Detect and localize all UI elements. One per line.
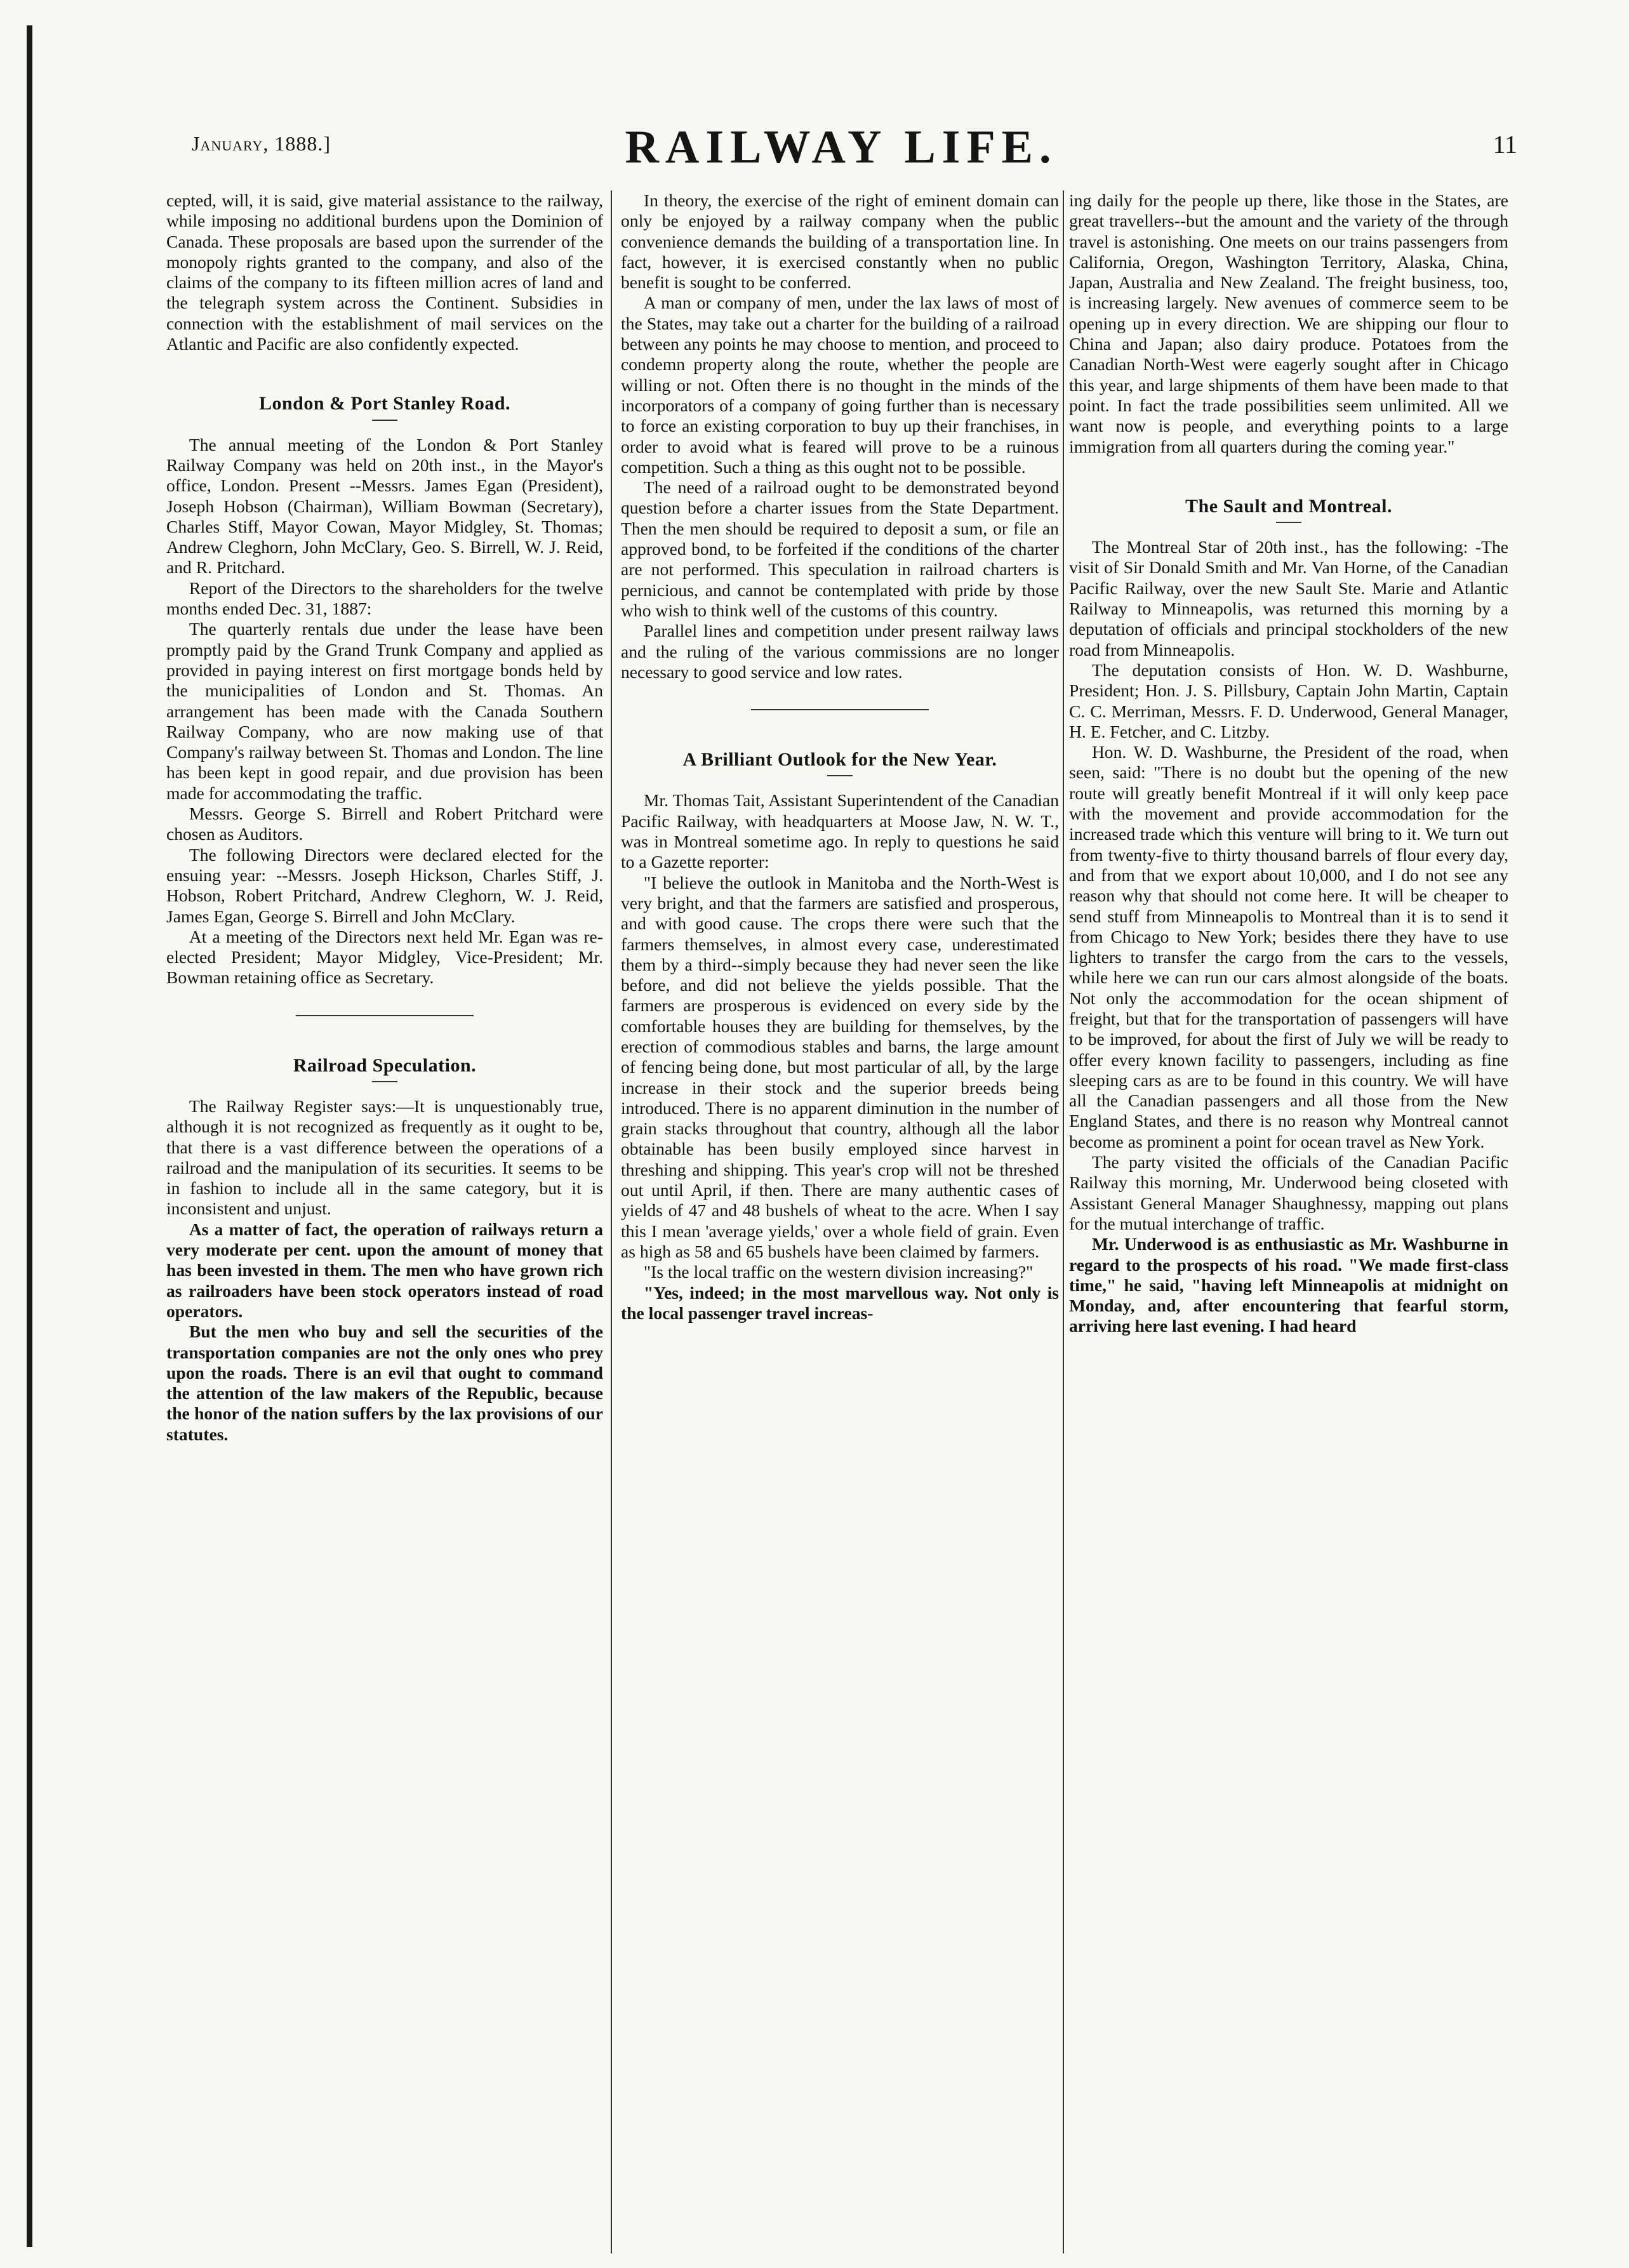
paragraph: Mr. Thomas Tait, Assistant Superintendent of the Canadian Pacific Railway, with headquarters at Moose Jaw, N. W. T., was in Montreal sometime ago. In reply to questions he said to a Gazette reporter: <box>621 790 1059 872</box>
page-number: 11 <box>1493 130 1517 159</box>
paragraph: The party visited the officials of the Canadian Pacific Railway this morning, Mr. Underwood being closeted with Assistant General Manager Shaughnessy, mapping out plans for the mutual interchange of traffic. <box>1069 1152 1508 1233</box>
paragraph: Parallel lines and competition under present railway laws and the ruling of the various commissions are no longer necessary to good service and low rates. <box>621 621 1059 682</box>
paragraph: Mr. Underwood is as enthusiastic as Mr. Washburne in regard to the prospects of his road. "We made first-class time," he said, "having left Minneapolis at midnight on Monday, and, after encountering that fearful storm, arriving here last evening. I had heard <box>1069 1234 1508 1336</box>
column-rule <box>611 190 612 2253</box>
heading-dash <box>827 775 853 776</box>
masthead-title: RAILWAY LIFE. <box>625 121 1058 173</box>
paragraph: As a matter of fact, the operation of railways return a very moderate per cent. upon the amount of money that has been invested in them. The men who have grown rich as railroaders have been stock operators instead of road operators. <box>166 1219 603 1321</box>
paragraph: The quarterly rentals due under the lease have been promptly paid by the Grand Trunk Company and applied as provided in paying interest on first mortgage bonds held by the municipalities of London and St. Thomas. An arrangement has been made with the Canada Southern Railway Company, who are now making use of that Company's railway between St. Thomas and London. The line has been kept in good repair, and due provision has been made for accommodating the traffic. <box>166 619 603 803</box>
heading-dash <box>372 1081 397 1082</box>
article-heading: A Brilliant Outlook for the New Year. <box>682 749 997 771</box>
paragraph: "Yes, indeed; in the most marvellous way. Not only is the local passenger travel increas- <box>621 1282 1059 1323</box>
heading-dash <box>1276 522 1301 523</box>
paragraph: Messrs. George S. Birrell and Robert Pritchard were chosen as Auditors. <box>166 804 603 844</box>
paragraph: The Railway Register says:—It is unquestionably true, although it is not recognized as frequently as it ought to be, that there is a vast difference between the operations of a railroad and the manipulation of its securities. It seems to be in fashion to include all in the same category, but it is inconsistent and unjust. <box>166 1096 603 1219</box>
paragraph: The need of a railroad ought to be demonstrated beyond question before a charter issues from the State Department. Then the men should be required to deposit a sum, or file an approved bond, to be forfeited if the conditions of the charter are not performed. This speculation in railroad charters is pernicious, and cannot be contemplated with pride by those who wish to think well of the customs of this country. <box>621 477 1059 620</box>
paragraph: The deputation consists of Hon. W. D. Washburne, President; Hon. J. S. Pillsbury, Captain John Martin, Captain C. C. Merriman, Messrs. F. D. Underwood, General Manager, H. E. Fetcher, and C. Litzby. <box>1069 660 1508 741</box>
heading-dash <box>372 420 397 421</box>
issue-date: January, 1888.] <box>192 132 331 155</box>
paragraph: "Is the local traffic on the western division increasing?" <box>643 1262 1034 1282</box>
column-1 <box>166 190 603 2260</box>
paragraph: "I believe the outlook in Manitoba and the North-West is very bright, and that the farmers are satisfied and prosperous, and with good cause. The crops there were such that the farmers themselves, in almost every case, underestimated them by a third--simply because they had never seen the like before, and did not believe the yields possible. That the farmers are prosperous is evidenced on every side by the comfortable houses they are building for themselves, by the erection of commodious stables and barns, the large amount of fencing being done, but most particular of all, by the large increase in their stock and the superior breeds being introduced. There is no apparent diminution in the number of grain stacks throughout that country, although all the labor obtainable has been busily employed since harvest in threshing and shipping. This year's crop will not be threshed out until April, if then. There are many authentic cases of yields of 47 and 48 bushels of wheat to the acre. When I say this I mean 'average yields,' over a whole field of grain. Even as high as 58 and 65 bushels have been claimed by farmers. <box>621 872 1059 1261</box>
column-rule <box>1063 190 1064 2253</box>
column-3 <box>1069 190 1508 2260</box>
paragraph: The annual meeting of the London & Port Stanley Railway Company was held on 20th inst., in the Mayor's office, London. Present --Messrs. James Egan (President), Joseph Hobson (Chairman), William Bowman (Secretary), Charles Stiff, Mayor Cowan, Mayor Midgley, St. Thomas; Andrew Cleghorn, John McClary, Geo. S. Birrell, W. J. Reid, and R. Pritchard. <box>166 434 603 578</box>
page-header <box>159 121 1524 178</box>
section-separator <box>296 1015 474 1016</box>
page-edge-rule <box>27 25 32 2247</box>
paragraph: The following Directors were declared elected for the ensuing year: --Messrs. Joseph Hickson, Charles Stiff, J. Hobson, Robert Pritchard, Andrew Cleghorn, W. J. Reid, James Egan, George S. Birrell and John McClary. <box>166 844 603 926</box>
paragraph: But the men who buy and sell the securities of the transportation companies are not the only ones who prey upon the roads. There is an evil that ought to command the attention of the law makers of the Republic, because the honor of the nation suffers by the lax provisions of our statutes. <box>166 1322 603 1444</box>
paragraph: ing daily for the people up there, like those in the States, are great travellers--but the amount and the variety of the through travel is astonishing. One meets on our trains passengers from California, Oregon, Washington Territory, Alaska, China, Japan, Australia and New Zealand. The freight business, too, is increasing largely. New avenues of commerce seem to be opening up in every direction. We are shipping our flour to China and Japan; also dairy produce. Potatoes from the Canadian North-West were eagerly sought after in Chicago this year, and large shipments of them have been made to that point. In fact the trade possibilities seem unlimited. All we want now is people, and everything points to a large immigration from all quarters during the coming year." <box>1069 190 1508 456</box>
section-separator <box>751 709 929 710</box>
column-2 <box>621 190 1059 2260</box>
article-heading: Railroad Speculation. <box>293 1054 477 1076</box>
paragraph: A man or company of men, under the lax laws of most of the States, may take out a charter for the building of a railroad between any points he may choose to mention, and proceed to condemn property along the route, whether the people are willing or not. Often there is no thought in the minds of the incorporators of a company of going further than is necessary to force an existing corporation to buy up their franchises, in order to avoid what is feared will prove to be a ruinous competition. Such a thing as this ought not to be possible. <box>621 293 1059 477</box>
article-heading: The Sault and Montreal. <box>1185 495 1392 517</box>
paragraph: Hon. W. D. Washburne, the President of the road, when seen, said: "There is no doubt but the opening of the new route will greatly benefit Montreal if it will only keep pace with the movement and provide accommodation for the increased trade which this venture will bring to it. We turn out from twenty-five to thirty thousand barrels of flour every day, and from that we export about 10,000, and I do not see any reason why that should not come here. It will be cheaper to send stuff from Minneapolis to Montreal than it is to send it from Chicago to New York; besides there they have to use lighters to transfer the cargo from the cars to the vessels, while here we can run our cars almost alongside of the boats. Not only the accommodation for the ocean shipment of freight, but that for the transportation of passengers will have to be improved, for about the first of July we will be ready to offer every known facility to passengers, including as fine sleeping cars as are to be found in this country. We will have all the Canadian passengers and all those from the New England States, and there is no reason why Montreal cannot become as prominent a point for ocean travel as New York. <box>1069 742 1508 1151</box>
article-heading: London & Port Stanley Road. <box>258 393 511 414</box>
paragraph: cepted, will, it is said, give material assistance to the railway, while imposing no additional burdens upon the Dominion of Canada. These proposals are based upon the surrender of the monopoly rights granted to the company, and also of the claims of the company to its fifteen million acres of land and the telegraph system across the Continent. Subsidies in connection with the establishment of mail services on the Atlantic and Pacific are also confidently expected. <box>166 190 603 354</box>
paragraph: Report of the Directors to the shareholders for the twelve months ended Dec. 31, 1887: <box>166 578 603 619</box>
paragraph: At a meeting of the Directors next held Mr. Egan was re-elected President; Mayor Midgley, Vice-President; Mr. Bowman retaining office as Secretary. <box>166 926 603 988</box>
paragraph: The Montreal Star of 20th inst., has the following: -The visit of Sir Donald Smith and Mr. Van Horne, of the Canadian Pacific Railway, over the new Sault Ste. Marie and Atlantic Railway to Minneapolis, was returned this morning by a deputation of officials and principal stockholders of the new road from Minneapolis. <box>1069 537 1508 660</box>
paragraph: In theory, the exercise of the right of eminent domain can only be enjoyed by a railway company when the public convenience demands the building of a transportation line. In fact, however, it is exercised constantly when no public benefit is sought to be conferred. <box>621 190 1059 293</box>
